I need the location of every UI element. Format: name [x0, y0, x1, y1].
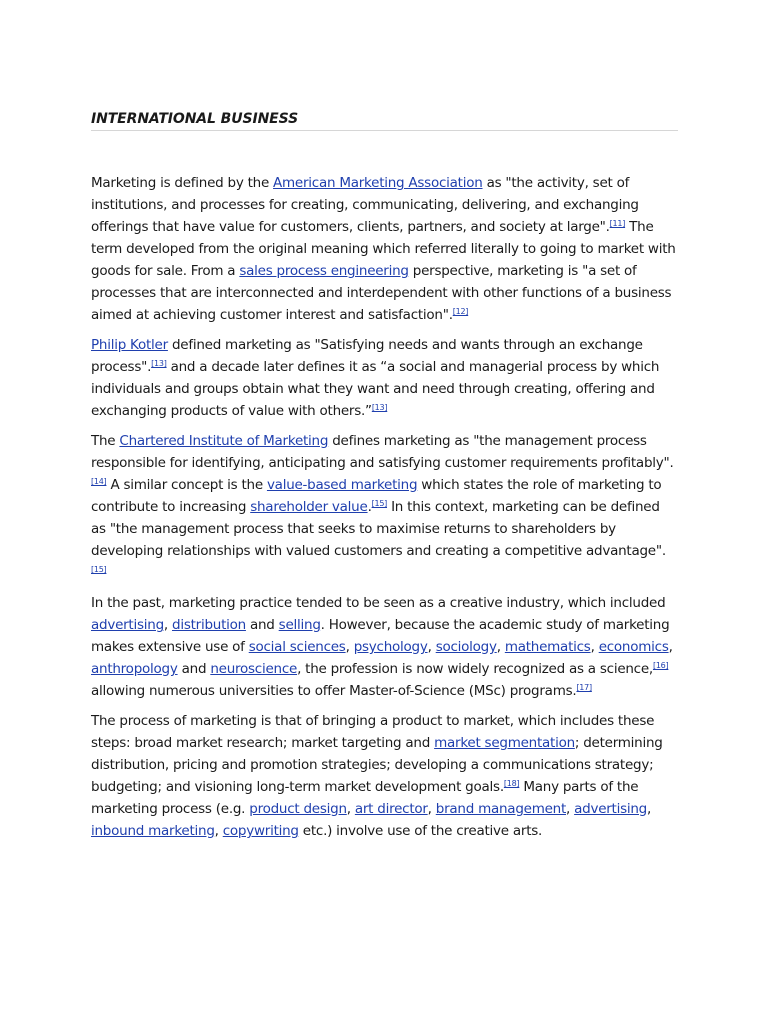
citation-link[interactable]: [13] — [371, 403, 388, 412]
text-run: , — [214, 823, 223, 839]
text-run: defines marketing as "the management process responsible for identifying, anticipating and satisfying customer requirements profitably". — [91, 433, 674, 471]
text-run: Many parts of the marketing process (e.g. — [91, 779, 639, 817]
paragraph-2 — [91, 334, 678, 422]
heading-divider — [91, 130, 678, 131]
text-run: , — [427, 801, 436, 817]
text-run: , — [163, 617, 172, 633]
document-body — [91, 172, 678, 850]
link-art-director[interactable]: art director — [354, 801, 428, 817]
citation-link[interactable]: [16] — [652, 661, 669, 670]
paragraph-5 — [91, 710, 678, 842]
citation-link[interactable]: [13] — [151, 359, 167, 368]
link-inbound-marketing[interactable]: inbound marketing — [91, 823, 215, 839]
link-brand-management[interactable]: brand management — [435, 801, 567, 817]
citation-link[interactable]: [12] — [452, 307, 469, 316]
text-run: and — [245, 617, 279, 633]
link-advertising[interactable]: advertising — [91, 617, 164, 633]
text-run: In this context, marketing can be defined as "the management process that seeks to maximise returns to shareholders by developing relationships with valued customers and creating a competitive advantage". — [91, 499, 666, 559]
text-run: and a decade later defines it as “a social and managerial process by which individuals and groups obtain what they want and need through creating, offering and exchanging products of value with others.” — [91, 359, 660, 419]
link-shareholder-value[interactable]: shareholder value — [250, 499, 368, 515]
link-social-sciences[interactable]: social sciences — [248, 639, 346, 655]
text-run: allowing numerous universities to offer Master-of-Science (MSc) programs. — [91, 683, 577, 699]
text-run: The term developed from the original meaning which referred literally to going to market with goods for sale. From a — [91, 219, 676, 279]
text-run: as "the activity, set of institutions, and processes for creating, communicating, delivering, and exchanging offerings that have value for customers, clients, partners, and society at large". — [91, 175, 639, 235]
link-product-design[interactable]: product design — [249, 801, 347, 817]
text-run: . — [367, 499, 372, 515]
text-run: , — [668, 639, 673, 655]
paragraph-4 — [91, 592, 678, 702]
citation-link[interactable]: [15] — [91, 565, 107, 574]
link-sociology[interactable]: sociology — [435, 639, 497, 655]
link-neuroscience[interactable]: neur — [210, 661, 240, 677]
text-run: , — [496, 639, 505, 655]
text-run: ; determining distribution, pricing and promotion strategies; developing a communications strategy; budgeting; and visioning long-term market development goals. — [91, 735, 663, 795]
citation-link[interactable]: [15] — [371, 499, 388, 508]
link-advertising-2[interactable]: advertising — [574, 801, 648, 817]
citation-link[interactable]: [18] — [503, 779, 520, 788]
text-run: , — [346, 801, 355, 817]
text-run: Marketing is defined by the — [91, 175, 274, 191]
text-run: The process of marketing is that of bringing a product to market, which includes these steps: broad market research; market targeting and — [91, 713, 655, 751]
link-distribution[interactable]: distribution — [172, 617, 246, 633]
link-chartered-institute-of-marketing[interactable]: Chartered Institute of Marketing — [119, 433, 329, 449]
text-run: and — [177, 661, 211, 677]
text-run: , — [427, 639, 436, 655]
document-heading: INTERNATIONAL BUSINESS — [91, 111, 299, 127]
text-run: , — [647, 801, 652, 817]
link-neuroscience[interactable]: oscience — [240, 661, 298, 677]
link-anthropology[interactable]: anthropology — [91, 661, 178, 677]
citation-link[interactable]: [17] — [576, 683, 592, 692]
text-run: , — [566, 801, 575, 817]
text-run: which states the role of marketing to contribute to increasing — [91, 477, 662, 515]
link-philip-kotler[interactable]: Philip Kotler — [91, 337, 168, 353]
text-run: , — [345, 639, 354, 655]
text-run: In the past, marketing practice tended to be seen as a creative industry, which included — [91, 595, 666, 611]
text-run: , — [590, 639, 599, 655]
link-american-marketing-association[interactable]: American Marketing Association — [273, 175, 483, 191]
text-run: etc.) involve use of the creative arts. — [298, 823, 543, 839]
link-economics[interactable]: economics — [598, 639, 669, 655]
text-run: A similar concept is the — [106, 477, 267, 493]
link-mathematics[interactable]: mathematics — [504, 639, 591, 655]
paragraph-3 — [91, 430, 678, 584]
text-run: defined marketing as "Satisfying needs and wants through an exchange process". — [91, 337, 643, 375]
link-sales-process-engineering[interactable]: sales process engineering — [239, 263, 409, 279]
link-selling[interactable]: selling — [278, 617, 321, 633]
link-copywriting[interactable]: copywriting — [222, 823, 299, 839]
link-value-based-marketing[interactable]: value-based marketing — [266, 477, 418, 493]
citation-link[interactable]: [14] — [91, 477, 107, 486]
text-run: . However, because the academic study of marketing makes extensive use of — [91, 617, 670, 655]
paragraph-1 — [91, 172, 678, 326]
text-run: , the profession is now widely recognized as a science, — [297, 661, 653, 677]
text-run: perspective, marketing is "a set of processes that are interconnected and interdependent with other functions of a business aimed at achieving customer interest and satisfaction". — [91, 263, 672, 323]
text-run: The — [91, 433, 120, 449]
citation-link[interactable]: [11] — [609, 219, 626, 228]
link-market-segmentation[interactable]: market segmentation — [434, 735, 575, 751]
link-psychology[interactable]: psychology — [353, 639, 428, 655]
